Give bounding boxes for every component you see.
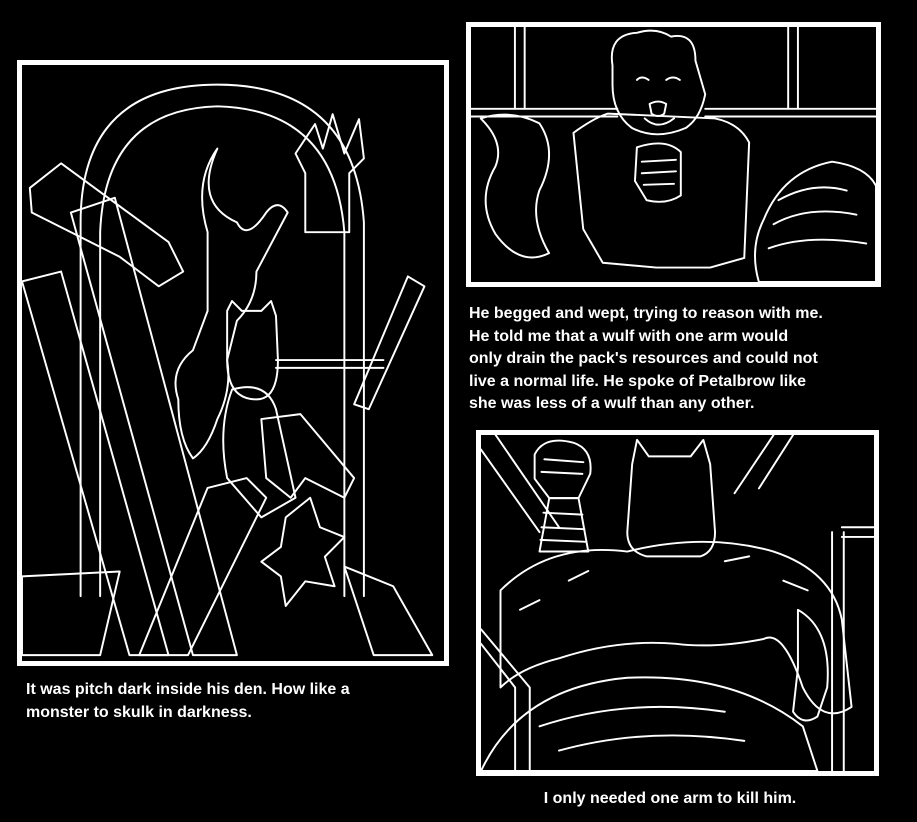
- comic-panel-2: [466, 22, 881, 287]
- caption-panel-3: I only needed one arm to kill him.: [543, 790, 797, 807]
- den-door-artwork: [22, 65, 444, 661]
- caption-panel-2: He begged and wept, trying to reason with me. He told me that a wulf with one arm would only drain the pack's resources and could not live a normal life. He spoke of Petalbrow like she was less of a wulf than any other.: [469, 305, 823, 412]
- caption-panel-1: It was pitch dark inside his den. How like a monster to skulk in darkness.: [26, 681, 350, 721]
- raised-fist-artwork: [481, 435, 874, 771]
- comic-panel-1: [17, 60, 449, 666]
- begging-wolf-artwork: [471, 27, 876, 282]
- comic-panel-3: [476, 430, 879, 776]
